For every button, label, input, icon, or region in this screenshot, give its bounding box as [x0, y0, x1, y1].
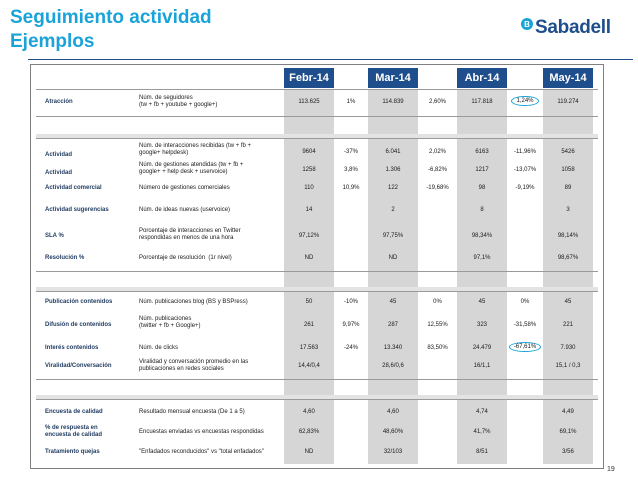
delta-abr: 2,60%: [428, 99, 446, 105]
delta-may: -9,19%: [515, 185, 535, 191]
delta-may: [507, 344, 543, 351]
title-line-2: Ejemplos: [10, 31, 95, 52]
delta-mar: 9,97%: [342, 322, 360, 328]
divider: [36, 116, 598, 117]
delta-may: -11,96%: [514, 149, 536, 155]
value-febr: 9604: [302, 149, 316, 155]
column-shade-may: [543, 89, 593, 464]
header-may: May-14: [543, 68, 593, 88]
value-may: 98,67%: [557, 255, 579, 261]
delta-mar: 1%: [346, 99, 356, 105]
row-description: Núm. de gestiones atendidas (tw + fb + google+ + help desk + uservoice): [139, 162, 244, 175]
value-may: 98,14%: [557, 233, 579, 239]
row-label: Tratamiento quejas: [45, 449, 100, 455]
header-mar: Mar-14: [368, 68, 418, 88]
value-febr: 110: [304, 185, 314, 191]
value-mar: 48,60%: [382, 429, 404, 435]
delta-abr: 83,50%: [427, 345, 448, 351]
value-abr: 41,7%: [473, 429, 491, 435]
value-febr: 50: [305, 299, 313, 305]
value-abr: 98,34%: [471, 233, 493, 239]
value-mar: 4,60: [387, 409, 399, 415]
title-rule: [28, 59, 633, 60]
value-mar: 287: [387, 322, 398, 328]
delta-mar: 3,8%: [344, 167, 358, 173]
value-may: 89: [564, 185, 572, 191]
value-mar: 122: [387, 185, 398, 191]
value-may: 119.274: [557, 99, 579, 105]
row-description: "Enfadados reconducidos" vs "total enfadados": [139, 449, 264, 455]
delta-abr: 0%: [433, 299, 442, 305]
value-may: 15,1 / 0,3: [555, 363, 581, 369]
divider: [36, 291, 598, 292]
highlight-circle: -67,61%: [509, 342, 541, 352]
value-abr: 323: [476, 322, 487, 328]
row-description: Núm. de seguidores (tw + fb + youtube + google+): [139, 95, 218, 108]
value-febr: 17.563: [299, 345, 319, 351]
row-label: Actividad: [45, 152, 73, 158]
value-mar: ND: [388, 255, 398, 261]
row-label: Resolución %: [45, 255, 85, 261]
row-label: Difusión de contenidos: [45, 322, 112, 328]
brand-logo: [521, 17, 611, 39]
value-febr: 4,60: [303, 409, 315, 415]
row-description: Viralidad y conversación promedio en las publicaciones en redes sociales: [139, 359, 249, 372]
row-description: Núm. de ideas nuevas (uservoice): [139, 207, 231, 213]
value-febr: 14: [305, 207, 313, 213]
delta-may: [507, 98, 543, 105]
row-description: Encuestas enviadas vs encuestas respondidas: [139, 429, 264, 435]
highlight-circle: 1,24%: [511, 96, 538, 106]
row-label: Actividad comercial: [45, 185, 102, 191]
delta-abr: -6,82%: [427, 167, 447, 173]
row-label: Viralidad/Conversación: [45, 363, 112, 369]
value-febr: 97,12%: [298, 233, 320, 239]
value-may: 1058: [561, 167, 575, 173]
value-mar: 28,6/0,6: [382, 363, 404, 369]
title-line-1: Seguimiento actividad: [10, 7, 212, 28]
row-description: Núm. de interacciones recibidas (tw + fb + google+ helpdesk): [139, 143, 252, 156]
page-title: [10, 6, 212, 54]
value-abr: 4,74: [476, 409, 488, 415]
value-febr: 62,83%: [298, 429, 320, 435]
value-may: 4,49: [562, 409, 574, 415]
value-may: 7.930: [560, 345, 576, 351]
value-mar: 6.041: [385, 149, 401, 155]
value-may: 5426: [561, 149, 575, 155]
value-abr: 8: [480, 207, 484, 213]
value-abr: 8/51: [476, 449, 488, 455]
delta-may: 0%: [520, 299, 530, 305]
column-shade-febr: [284, 89, 334, 464]
divider: [36, 379, 598, 380]
value-abr: 97,1%: [473, 255, 491, 261]
page-number: 19: [607, 466, 615, 473]
delta-abr: 2,02%: [428, 149, 446, 155]
delta-may: -31,58%: [513, 322, 537, 328]
value-febr: ND: [304, 255, 314, 261]
value-febr: 113.625: [298, 99, 320, 105]
row-label: Actividad sugerencias: [45, 207, 109, 213]
row-description: Porcentaje de interacciones en Twitter respondidas en menos de una hora: [139, 228, 241, 241]
row-description: Núm. publicaciones (twitter + fb + Google+): [139, 316, 201, 329]
divider: [36, 271, 598, 272]
column-shade-mar: [368, 89, 418, 464]
row-description: Núm. de clicks: [139, 345, 179, 351]
value-may: 69,1%: [559, 429, 577, 435]
value-mar: 1.306: [385, 167, 401, 173]
row-description: Número de gestiones comerciales: [139, 185, 230, 191]
value-may: 3: [566, 207, 570, 213]
delta-mar: -37%: [343, 149, 358, 155]
value-abr: 117.818: [471, 99, 493, 105]
delta-mar: 10,9%: [342, 185, 360, 191]
value-mar: 13.340: [383, 345, 403, 351]
column-shade-abr: [457, 89, 507, 464]
value-abr: 98: [478, 185, 486, 191]
divider: [36, 399, 598, 400]
row-label: Encuesta de calidad: [45, 409, 103, 415]
row-description: Núm. publicaciones blog (BS y BSPress): [139, 299, 248, 305]
value-mar: 97,75%: [382, 233, 404, 239]
value-may: 45: [564, 299, 572, 305]
header-abr: Abr-14: [457, 68, 507, 88]
delta-may: -13,07%: [513, 167, 537, 173]
value-febr: ND: [304, 449, 314, 455]
divider: [36, 138, 598, 139]
value-abr: 1217: [475, 167, 489, 173]
row-label: Publicación contenidos: [45, 299, 113, 305]
value-mar: 32/103: [383, 449, 403, 455]
value-mar: 114.839: [382, 99, 404, 105]
value-mar: 2: [391, 207, 395, 213]
value-abr: 24.479: [472, 345, 492, 351]
row-label: SLA %: [45, 233, 64, 239]
delta-mar: -24%: [343, 345, 358, 351]
row-label: % de respuesta en encuesta de calidad: [45, 425, 103, 438]
value-may: 221: [562, 322, 573, 328]
value-may: 3/56: [562, 449, 574, 455]
row-label: Actividad: [45, 170, 73, 176]
row-label: Atracción: [45, 99, 73, 105]
brand-name: Sabadell: [535, 17, 611, 38]
value-abr: 45: [478, 299, 486, 305]
value-mar: 45: [389, 299, 397, 305]
row-label: Interés contenidos: [45, 345, 99, 351]
row-description: Resultado mensual encuesta (De 1 a 5): [139, 409, 245, 415]
value-febr: 261: [303, 322, 314, 328]
value-febr: 1258: [302, 167, 316, 173]
value-abr: 6163: [475, 149, 489, 155]
divider: [36, 89, 598, 90]
delta-mar: -10%: [343, 299, 358, 305]
delta-abr: -19,68%: [426, 185, 449, 191]
brand-mark-icon: B: [521, 18, 533, 30]
value-febr: 14,4/0,4: [298, 363, 320, 369]
row-description: Porcentaje de resolución (1r nivel): [139, 255, 232, 261]
delta-abr: 12,55%: [427, 322, 448, 328]
value-abr: 16/1,1: [473, 363, 491, 369]
header-febr: Febr-14: [284, 68, 334, 88]
